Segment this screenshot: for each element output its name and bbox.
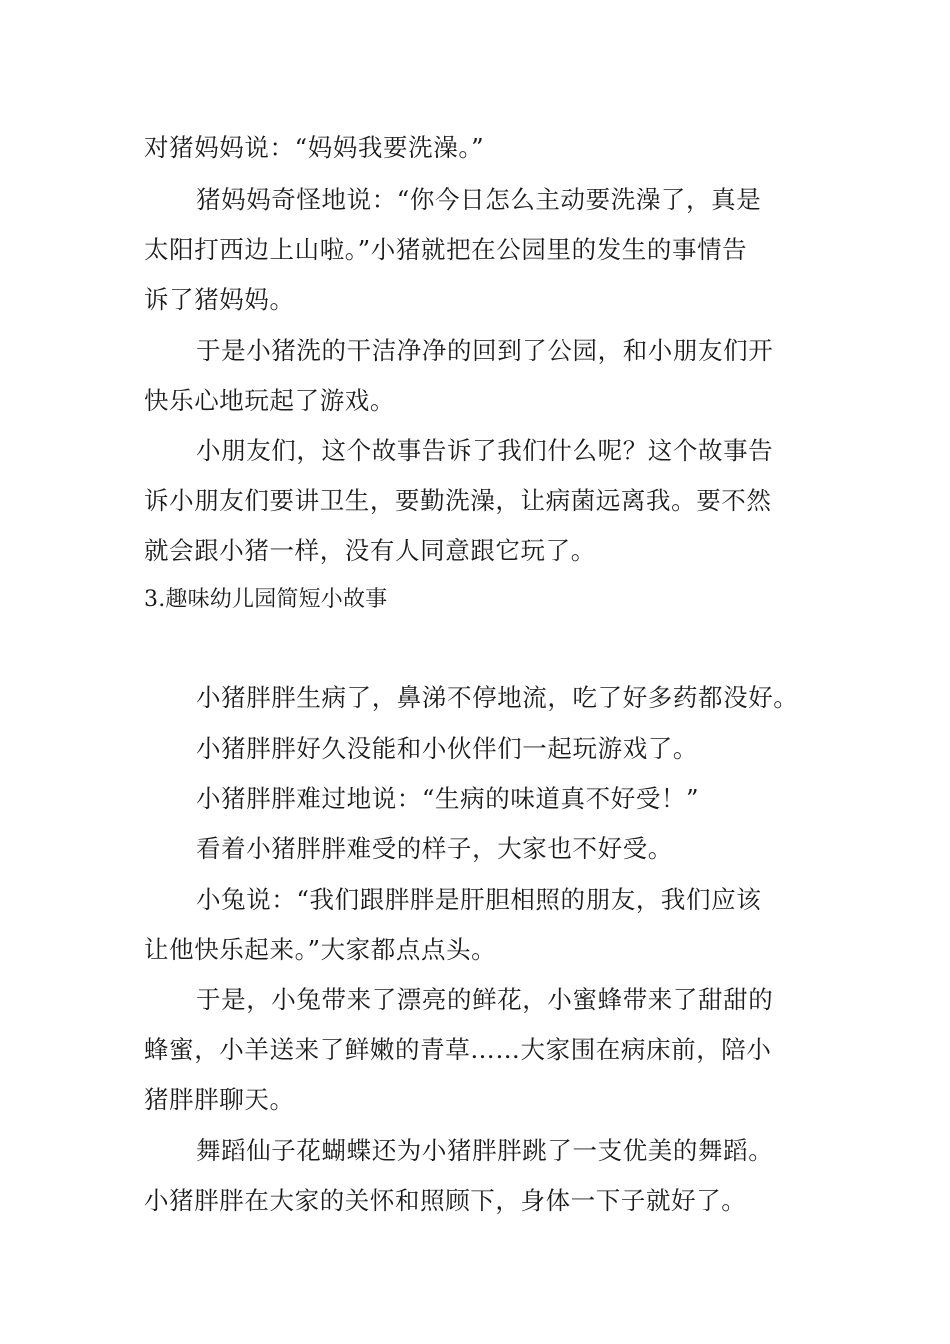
text-line: 看着小猪胖胖难受的样子，大家也不好受。 [196, 834, 673, 863]
text-line: 小猪胖胖好久没能和小伙伴们一起玩游戏了。 [196, 734, 698, 763]
text-line: 小猪胖胖生病了，鼻涕不停地流，吃了好多药都没好。 [196, 683, 799, 712]
text-line: 对猪妈妈说：“妈妈我要洗澡。” [144, 133, 485, 162]
text-line: 蜂蜜，小羊送来了鲜嫩的青草……大家围在病床前，陪小 [144, 1035, 772, 1064]
text-line: 诉小朋友们要讲卫生，要勤洗澡，让病菌远离我。要不然 [144, 486, 772, 515]
section-heading: 3.趣味幼儿园简短小故事 [144, 587, 388, 612]
text-line: 于是小猪洗的干洁净净的回到了公园，和小朋友们开 [196, 336, 774, 365]
text-line: 让他快乐起来。”大家都点点头。 [144, 935, 497, 964]
text-line: 小兔说：“我们跟胖胖是肝胆相照的朋友，我们应该 [196, 885, 762, 914]
text-line: 快乐心地玩起了游戏。 [144, 386, 395, 415]
text-line: 猪胖胖聊天。 [144, 1085, 295, 1114]
text-line: 太阳打西边上山啦。”小猪就把在公园里的发生的事情告 [144, 235, 748, 264]
text-line: 于是，小兔带来了漂亮的鲜花，小蜜蜂带来了甜甜的 [196, 985, 774, 1014]
text-line: 诉了猪妈妈。 [144, 285, 295, 314]
text-line: 就会跟小猪一样，没有人同意跟它玩了。 [144, 536, 596, 565]
text-line: 小猪胖胖在大家的关怀和照顾下，身体一下子就好了。 [144, 1186, 747, 1215]
text-line: 小朋友们，这个故事告诉了我们什么呢？这个故事告 [196, 436, 774, 465]
text-line: 小猪胖胖难过地说：“生病的味道真不好受！” [196, 784, 700, 813]
text-line: 猪妈妈奇怪地说：“你今日怎么主动要洗澡了，真是 [196, 185, 762, 214]
text-line: 舞蹈仙子花蝴蝶还为小猪胖胖跳了一支优美的舞蹈。 [196, 1136, 774, 1165]
